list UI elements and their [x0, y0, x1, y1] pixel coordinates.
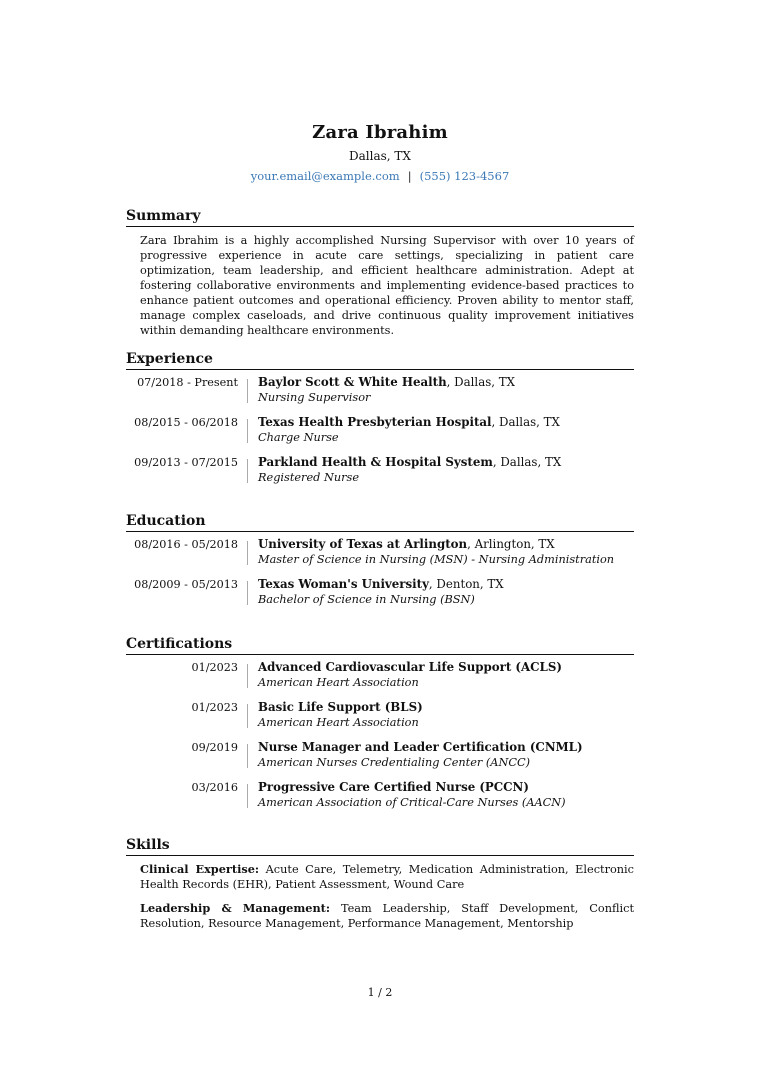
entry-date: 07/2018 - Present	[137, 376, 238, 389]
section-title-certifications: Certifications	[126, 636, 634, 655]
section-title-skills: Skills	[126, 837, 634, 856]
entry-place: , Dallas, TX	[491, 415, 560, 429]
certification-entry	[126, 660, 634, 700]
experience-entry	[126, 375, 634, 415]
entry-date: 01/2023	[191, 661, 238, 674]
education-section	[126, 513, 634, 617]
certification-entry	[126, 740, 634, 780]
entry-divider	[247, 419, 248, 443]
entry-date: 09/2013 - 07/2015	[134, 456, 238, 469]
entry-date: 08/2009 - 05/2013	[134, 578, 238, 591]
skill-group	[140, 901, 634, 931]
entry-org: University of Texas at Arlington	[258, 537, 468, 551]
entry-date: 08/2015 - 06/2018	[134, 416, 238, 429]
section-title-experience: Experience	[126, 351, 634, 370]
certifications-section	[126, 636, 634, 820]
skill-group	[140, 862, 634, 892]
skill-label: Leadership & Management:	[140, 901, 331, 915]
entry-role: Nursing Supervisor	[258, 391, 371, 404]
certification-entry	[126, 780, 634, 820]
contact-separator: |	[407, 169, 412, 183]
skill-label: Clinical Expertise:	[140, 862, 260, 876]
experience-entry	[126, 415, 634, 455]
certification-name: Advanced Cardiovascular Life Support (ACLS)	[258, 660, 562, 674]
entry-org: Baylor Scott & White Health	[258, 375, 447, 389]
certification-issuer: American Association of Critical-Care Nurses (AACN)	[258, 796, 566, 809]
entry-org: Texas Woman's University	[258, 577, 429, 591]
skill-list: Acute Care, Telemetry, Medication Administration, Electronic Health Records (EHR), Patient Assessment, Wound Care	[140, 863, 635, 891]
experience-section	[126, 351, 634, 495]
entry-place: , Arlington, TX	[467, 537, 555, 551]
entry-date: 01/2023	[191, 701, 238, 714]
experience-entry	[126, 455, 634, 495]
certification-name: Basic Life Support (BLS)	[258, 700, 423, 714]
candidate-location: Dallas, TX	[349, 149, 411, 163]
certification-issuer: American Nurses Credentialing Center (ANCC)	[258, 756, 531, 769]
entry-date: 08/2016 - 05/2018	[134, 538, 238, 551]
summary-section	[126, 208, 634, 338]
entry-date: 03/2016	[191, 781, 238, 794]
candidate-name: Zara Ibrahim	[312, 122, 448, 143]
entry-date: 09/2019	[191, 741, 238, 754]
entry-role: Registered Nurse	[258, 471, 360, 484]
entry-divider	[247, 379, 248, 403]
entry-place: , Denton, TX	[428, 577, 504, 591]
email-link[interactable]: your.email@example.com	[250, 169, 400, 183]
skills-section	[126, 837, 634, 931]
certification-issuer: American Heart Association	[258, 676, 419, 689]
contact-line	[0, 169, 760, 183]
entry-org: Parkland Health & Hospital System	[258, 455, 493, 469]
entry-degree: Bachelor of Science in Nursing (BSN)	[258, 593, 475, 606]
entry-degree: Master of Science in Nursing (MSN) - Nursing Administration	[258, 553, 615, 566]
education-entry	[126, 537, 634, 577]
phone-link[interactable]: (555) 123-4567	[419, 169, 510, 183]
entry-place: , Dallas, TX	[446, 375, 516, 389]
summary-text: Zara Ibrahim is a highly accomplished Nursing Supervisor with over 10 years of progressive experience in acute care settings, specializing in patient care optimization, team leadership, and efficient healthcare administration. Adept at fostering collaborative environments and implementing evidence-based practices to enhance patient outcomes and operational efficiency. Proven ability to mentor staff, manage complex caseloads, and drive continuous quality improvement initiatives within demanding healthcare environments.	[140, 234, 634, 337]
entry-divider	[247, 541, 248, 565]
entry-place: , Dallas, TX	[492, 455, 562, 469]
certification-name: Progressive Care Certified Nurse (PCCN)	[258, 780, 529, 794]
entry-divider	[247, 784, 248, 808]
entry-role: Charge Nurse	[258, 431, 339, 444]
certification-issuer: American Heart Association	[258, 716, 419, 729]
entry-divider	[247, 744, 248, 768]
entry-divider	[247, 459, 248, 483]
entry-org: Texas Health Presbyterian Hospital	[258, 415, 492, 429]
resume-header	[0, 122, 760, 183]
certification-name: Nurse Manager and Leader Certification (CNML)	[258, 740, 583, 754]
entry-divider	[247, 581, 248, 605]
certification-entry	[126, 700, 634, 740]
education-entry	[126, 577, 634, 617]
section-title-summary: Summary	[126, 208, 634, 227]
skill-list: Team Leadership, Staff Development, Conflict Resolution, Resource Management, Performance Management, Mentorship	[140, 902, 634, 930]
section-title-education: Education	[126, 513, 634, 532]
entry-divider	[247, 704, 248, 728]
entry-divider	[247, 664, 248, 688]
page-number: 1 / 2	[367, 986, 393, 999]
